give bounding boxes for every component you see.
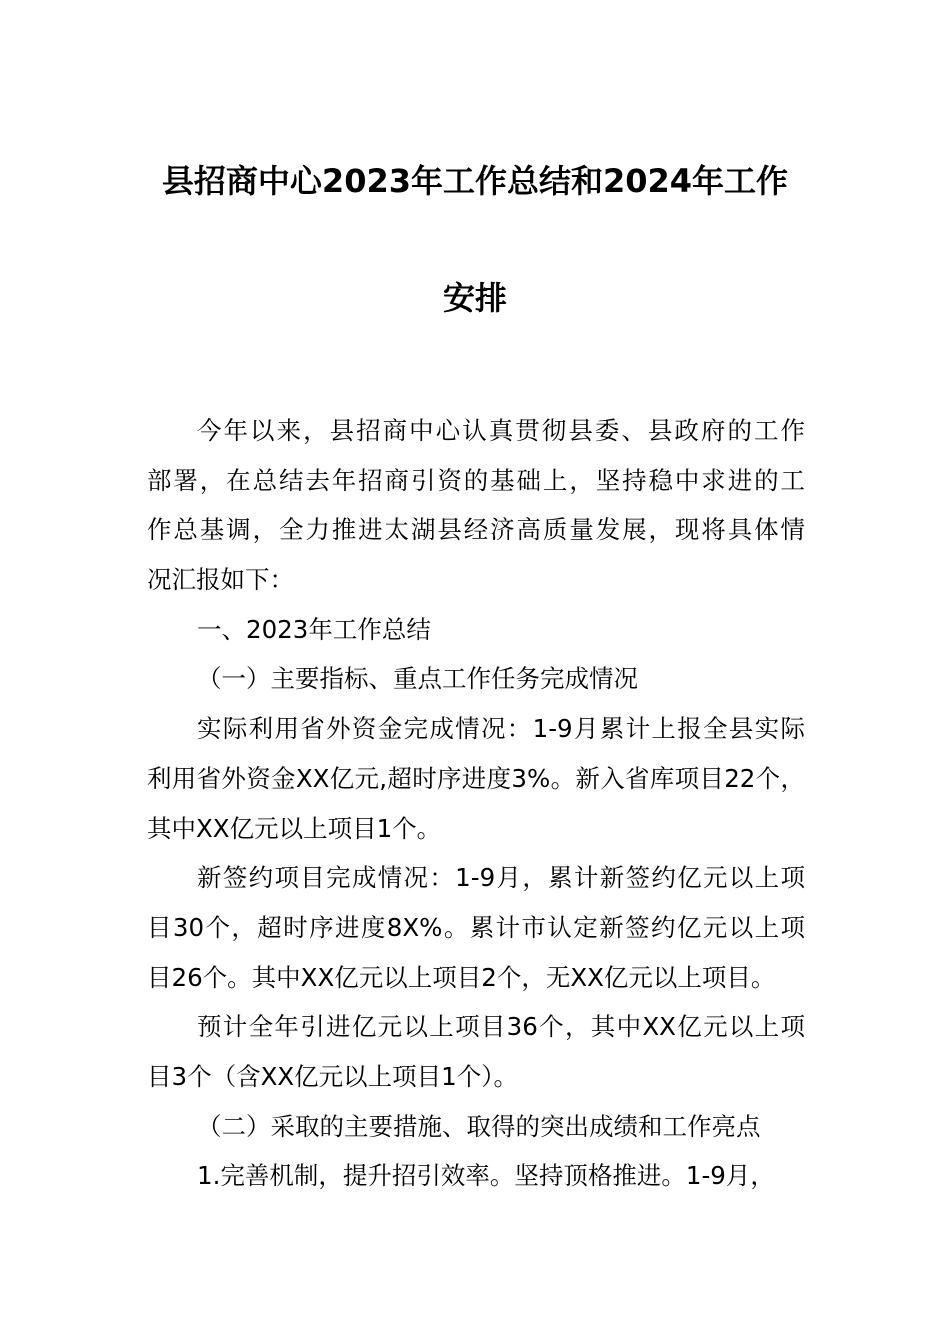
paragraph-line: （二）采取的主要措施、取得的突出成绩和工作亮点: [197, 1111, 761, 1141]
paragraph: [147, 605, 805, 655]
paragraph-line: （一）主要指标、重点工作任务完成情况: [197, 664, 638, 694]
paragraph-line: 况汇报如下：: [147, 565, 294, 595]
paragraph-line: 目26个。其中XX亿元以上项目2个，无XX亿元以上项目。: [147, 962, 776, 992]
paragraph: [147, 406, 805, 605]
paragraph: [147, 1002, 805, 1101]
paragraph: [147, 1102, 805, 1152]
paragraph-line: 1.完善机制，提升招引效率。坚持顶格推进。1-9月，: [197, 1161, 775, 1191]
paragraph-line: 作总基调，全力推进太湖县经济高质量发展，现将具体情: [147, 515, 805, 545]
paragraph-line: 利用省外资金XX亿元,超时序进度3%。新入省库项目22个，: [147, 763, 805, 793]
document-title-line-1: 县招商中心2023年工作总结和2024年工作: [161, 162, 789, 200]
paragraph-line: 一、2023年工作总结: [197, 614, 431, 644]
paragraph-line: 目30个，超时序进度8X%。累计市认定新签约亿元以上项: [147, 912, 805, 942]
document-title-line-2: 安排: [442, 279, 507, 317]
paragraph: [147, 704, 805, 853]
paragraph-line: 新签约项目完成情况：1-9月，累计新签约亿元以上项: [197, 863, 805, 893]
paragraph-line: 预计全年引进亿元以上项目36个，其中XX亿元以上项: [197, 1012, 805, 1042]
paragraph-line: 实际利用省外资金完成情况：1-9月累计上报全县实际: [197, 714, 805, 744]
paragraph: [147, 654, 805, 704]
paragraph-line: 今年以来，县招商中心认真贯彻县委、县政府的工作: [197, 416, 805, 445]
paragraph-line: 目3个（含XX亿元以上项目1个）。: [147, 1061, 518, 1091]
paragraph: [147, 1151, 805, 1201]
paragraph: [147, 853, 805, 1002]
paragraph-line: 其中XX亿元以上项目1个。: [147, 813, 442, 843]
paragraph-line: 部署，在总结去年招商引资的基础上，坚持稳中求进的工: [147, 465, 805, 495]
document-body: [147, 406, 805, 1201]
